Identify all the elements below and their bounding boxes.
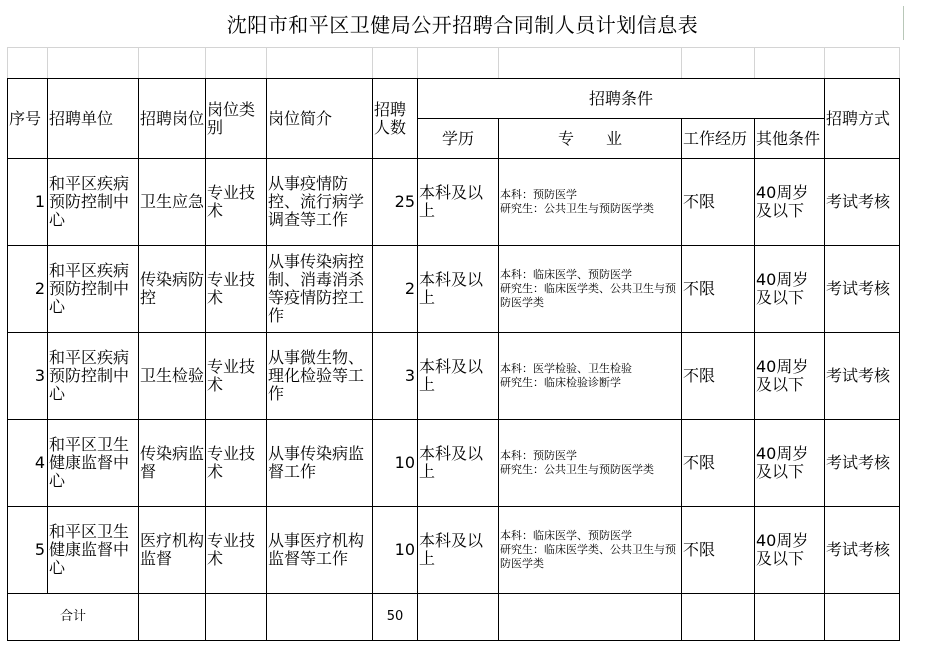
- blank-row: [8, 48, 900, 79]
- header-count: 招聘人数: [373, 79, 418, 159]
- post-cell: 卫生检验: [139, 333, 206, 420]
- other-cell: 40周岁及以下: [755, 507, 825, 594]
- experience-cell: 不限: [682, 159, 755, 246]
- experience-cell: 不限: [682, 420, 755, 507]
- intro-cell: 从事医疗机构监督等工作: [267, 507, 373, 594]
- post-cell: 医疗机构监督: [139, 507, 206, 594]
- post-cell: 传染病防控: [139, 246, 206, 333]
- intro-cell: 从事疫情防控、流行病学调查等工作: [267, 159, 373, 246]
- category-cell: 专业技术: [206, 246, 267, 333]
- header-category: 岗位类别: [206, 79, 267, 159]
- header-education: 学历: [418, 119, 499, 159]
- total-label: 合计: [8, 594, 139, 641]
- major-cell: 本科：预防医学 研究生：公共卫生与预防医学类: [499, 159, 682, 246]
- table-row: [8, 507, 900, 594]
- other-cell: 40周岁及以下: [755, 333, 825, 420]
- seq-cell: 1: [8, 159, 48, 246]
- other-cell: 40周岁及以下: [755, 159, 825, 246]
- method-cell: 考试考核: [825, 246, 900, 333]
- category-cell: 专业技术: [206, 159, 267, 246]
- header-major: 专 业: [499, 119, 682, 159]
- header-row-1: [8, 79, 900, 119]
- count-cell: 3: [373, 333, 418, 420]
- experience-cell: 不限: [682, 333, 755, 420]
- header-seq: 序号: [8, 79, 48, 159]
- education-cell: 本科及以上: [418, 333, 499, 420]
- seq-cell: 3: [8, 333, 48, 420]
- post-cell: 卫生应急: [139, 159, 206, 246]
- seq-cell: 2: [8, 246, 48, 333]
- other-cell: 40周岁及以下: [755, 420, 825, 507]
- method-cell: 考试考核: [825, 420, 900, 507]
- table-row: [8, 420, 900, 507]
- category-cell: 专业技术: [206, 333, 267, 420]
- header-conditions: 招聘条件: [418, 79, 825, 119]
- intro-cell: 从事传染病控制、消毒消杀等疫情防控工作: [267, 246, 373, 333]
- page-title: 沈阳市和平区卫健局公开招聘合同制人员计划信息表: [226, 13, 699, 37]
- experience-cell: 不限: [682, 246, 755, 333]
- total-row: [8, 594, 900, 641]
- total-count: 50: [373, 594, 418, 641]
- table-row: [8, 246, 900, 333]
- major-cell: 本科：医学检验、卫生检验 研究生：临床检验诊断学: [499, 333, 682, 420]
- other-cell: 40周岁及以下: [755, 246, 825, 333]
- unit-cell: 和平区卫生健康监督中心: [48, 420, 139, 507]
- header-other: 其他条件: [755, 119, 825, 159]
- education-cell: 本科及以上: [418, 246, 499, 333]
- header-intro: 岗位简介: [267, 79, 373, 159]
- header-experience: 工作经历: [682, 119, 755, 159]
- method-cell: 考试考核: [825, 507, 900, 594]
- table-row: [8, 159, 900, 246]
- unit-cell: 和平区疾病预防控制中心: [48, 246, 139, 333]
- category-cell: 专业技术: [206, 420, 267, 507]
- major-cell: 本科：预防医学 研究生：公共卫生与预防医学类: [499, 420, 682, 507]
- intro-cell: 从事传染病监督工作: [267, 420, 373, 507]
- count-cell: 10: [373, 420, 418, 507]
- count-cell: 10: [373, 507, 418, 594]
- header-post: 招聘岗位: [139, 79, 206, 159]
- experience-cell: 不限: [682, 507, 755, 594]
- table-row: [8, 333, 900, 420]
- unit-cell: 和平区疾病预防控制中心: [48, 333, 139, 420]
- post-cell: 传染病监督: [139, 420, 206, 507]
- count-cell: 2: [373, 246, 418, 333]
- recruitment-table: [7, 47, 900, 641]
- sheet-edge-divider: [903, 6, 904, 40]
- count-cell: 25: [373, 159, 418, 246]
- method-cell: 考试考核: [825, 333, 900, 420]
- education-cell: 本科及以上: [418, 420, 499, 507]
- unit-cell: 和平区卫生健康监督中心: [48, 507, 139, 594]
- education-cell: 本科及以上: [418, 507, 499, 594]
- education-cell: 本科及以上: [418, 159, 499, 246]
- intro-cell: 从事微生物、理化检验等工作: [267, 333, 373, 420]
- header-method: 招聘方式: [825, 79, 900, 159]
- category-cell: 专业技术: [206, 507, 267, 594]
- method-cell: 考试考核: [825, 159, 900, 246]
- seq-cell: 5: [8, 507, 48, 594]
- major-cell: 本科：临床医学、预防医学 研究生：临床医学类、公共卫生与预防医学类: [499, 507, 682, 594]
- header-unit: 招聘单位: [48, 79, 139, 159]
- seq-cell: 4: [8, 420, 48, 507]
- unit-cell: 和平区疾病预防控制中心: [48, 159, 139, 246]
- major-cell: 本科：临床医学、预防医学 研究生：临床医学类、公共卫生与预防医学类: [499, 246, 682, 333]
